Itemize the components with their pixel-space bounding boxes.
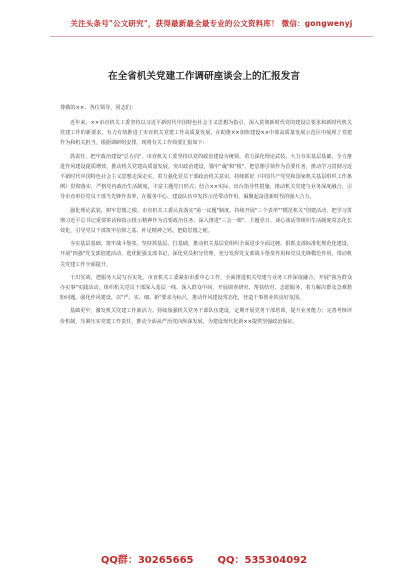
paragraph: 强化理论武装，树牢思想之根。市直机关工委认真落实"第一议题"制度，持续开展"三个表率""模范机关"创建活动，把学习贯彻习近平总书记重要讲话和指示批示精神作为首要政治任务，深入推进"三会一课"、主题党日、谈心谈话等组织生活制度常态化长效化，引导党员干部筑牢信仰之基、补足精神之钙、把稳思想之舵。	[60, 207, 352, 235]
paragraph: 干出实效，把服务大局写在实处。市直机关工委紧扣市委中心工作，全面推进机关党建与业务工作深度融合，开展"我为群众办实事"实践活动，组织机关党员干部深入基层一线、深入群众中间，开展调查研究、帮扶结对、志愿服务，着力解决群众急难愁盼问题。强化作风建设，以"严、实、细、新"要求为标尺，推动作风建设常态化，营造干事创业的良好氛围。	[60, 274, 352, 302]
paragraph: 抓责任，把牢政治建设"总方向"。市直机关工委坚持以党的政治建设为统领，着力深化理论武装，大力夯实基层基础，全力推进作风建设提质增效，推动机关党建高质量发展。突出政治建设，锚牢"魂"和"根"。把思想引领作为首要任务，推动学习贯彻习近平新时代中国特色社会主义思想走深走实，着力强化党员干部政治机关意识，持续抓好《中国共产党党和国家机关基层组织工作条例》贯彻落实，严格党内政治生活制度，丰富主题党日形式；结合××实际，出台指导性措施，推动机关党建与业务深度融合，引导市直单位党员干部当先锋作表率，在服务中心、建设队伍中发挥示范带动作用，凝聚起奋进新时代的强大合力。	[60, 153, 352, 201]
qq-label: QQ：535304092	[217, 555, 308, 566]
paragraph: 夯实基层基础，筑牢战斗堡垒。坚持抓基层、打基础，推动机关基层党组织全面进步全面过硬。狠抓支部标准化规范化建设，开展"四强"党支部创建活动，选优配强支部书记，深化党员积分管理，充分发挥党支部战斗堡垒作用和党员先锋模范作用，带动机关党建工作全面提升。	[60, 241, 352, 268]
footer-contact	[0, 551, 408, 566]
top-banner: 关注头条号"公文研究"，获得最新最全最专业的公文资料库！ 微信：gongwenyj	[50, 10, 373, 37]
document-body	[60, 118, 352, 330]
paragraph: 基础更牢，激发机关党建工作新活力。持续加强机关党务干部队伍建设，定期开展党务干部培训，提升业务能力；完善考核评价机制，压紧压实党建工作责任，推动全面从严治党向纵深发展，为建设现代化新××提供坚强政治保证。	[60, 308, 352, 325]
paragraph: 近年来，××市直机关工委坚持以习近平新时代中国特色社会主义思想为指引，深入贯彻新时代党的建设总要求和新时代机关党建工作的新要求，有力有效推进了市直机关党建工作高质量发展，在助推××加快建设××中部高质量发展示范区中展现了党建作为和机关担当。根据调研组安排，现将有关工作简要汇报如下：	[60, 120, 352, 147]
qq-group-label: QQ群：30265665	[100, 555, 194, 566]
document-title: 在全省机关党建工作调研座谈会上的汇报发言	[108, 71, 300, 82]
salutation: 尊敬的××、各位领导、同志们：	[60, 105, 137, 111]
